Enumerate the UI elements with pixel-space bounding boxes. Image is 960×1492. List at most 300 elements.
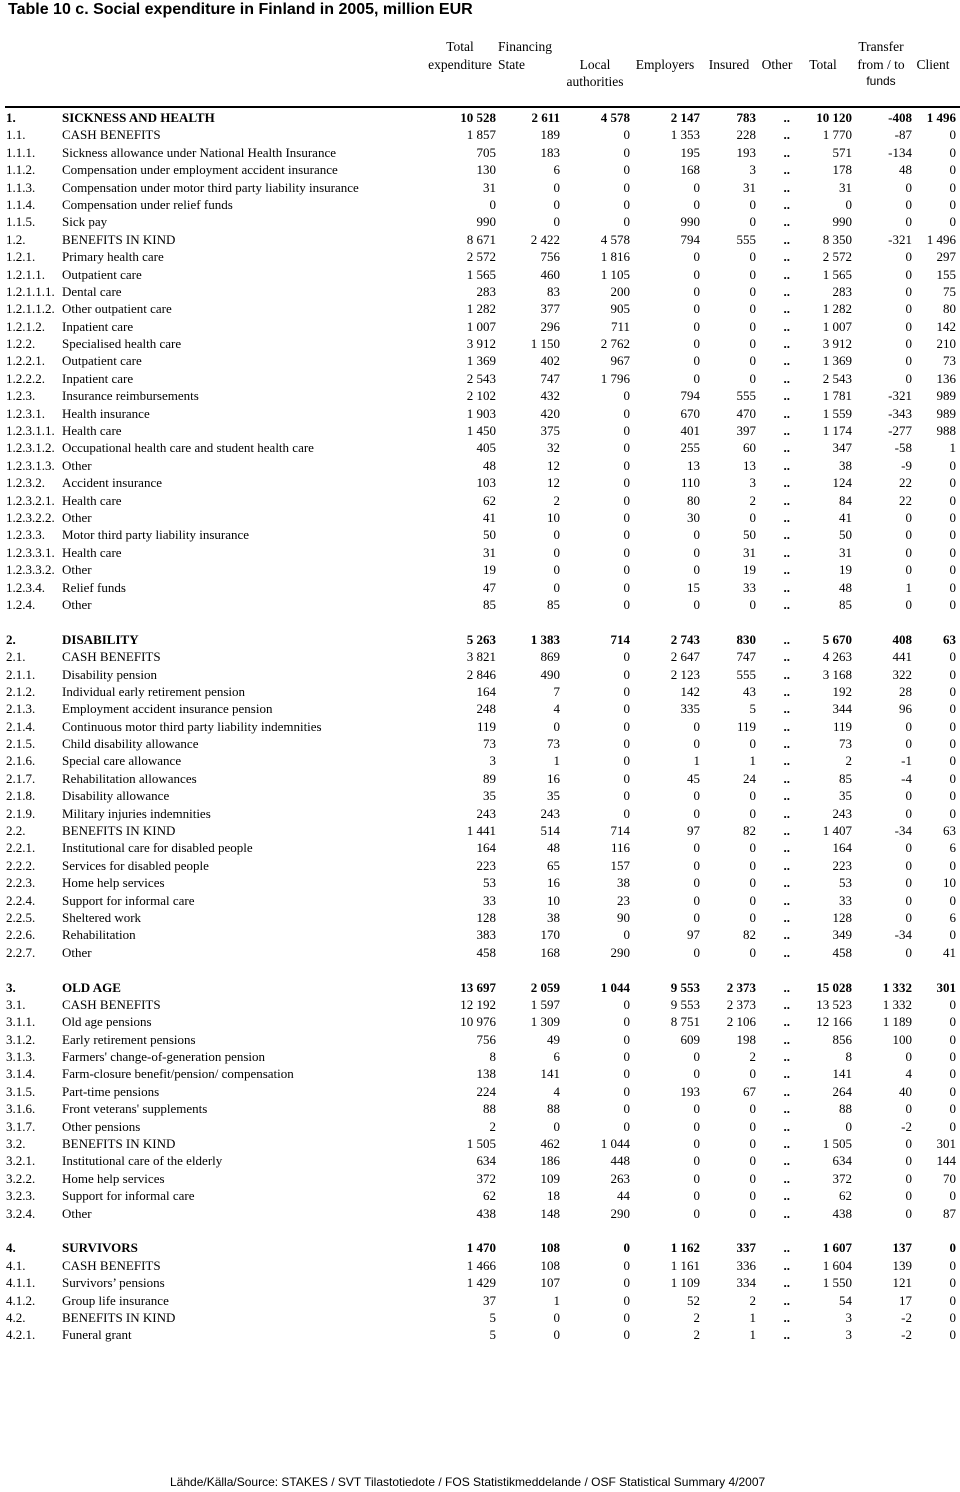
cell-other: .. [783, 475, 790, 491]
cell-insured: 1 [749, 1309, 756, 1325]
cell-other: .. [783, 214, 790, 230]
cell-other: .. [783, 579, 790, 595]
table-row [0, 1274, 960, 1291]
table-row [0, 718, 960, 735]
cell-state: 0 [553, 179, 560, 195]
cell-other: .. [783, 1257, 790, 1273]
cell-local-authorities: 0 [623, 1309, 630, 1325]
row-label: Farmers' change-of-generation pension [62, 1049, 266, 1065]
table-row [0, 1170, 960, 1187]
row-code: 3.1.7. [6, 1118, 36, 1134]
cell-other: .. [783, 1275, 790, 1291]
cell-local-authorities: 2 762 [600, 336, 630, 352]
cell-insured: 0 [749, 266, 756, 282]
table-row [0, 474, 960, 491]
table-row [0, 387, 960, 404]
row-code: 1.2.1. [6, 249, 36, 265]
cell-local-authorities: 4 578 [600, 110, 630, 125]
cell-total: 41 [839, 509, 852, 525]
cell-insured: 0 [749, 336, 756, 352]
row-code: 4. [6, 1240, 16, 1256]
cell-state: 0 [553, 1327, 560, 1343]
cell-local-authorities: 157 [610, 857, 630, 873]
cell-local-authorities: 116 [610, 840, 630, 856]
cell-total: 15 028 [816, 979, 852, 995]
cell-employers: 0 [693, 1205, 700, 1221]
cell-other: .. [783, 144, 790, 160]
row-label: Outpatient care [62, 266, 142, 282]
cell-transfer: -9 [901, 457, 912, 473]
cell-insured: 0 [749, 214, 756, 230]
cell-transfer: -4 [901, 770, 912, 786]
table-row [0, 822, 960, 839]
cell-total-expenditure: 37 [483, 1292, 496, 1308]
cell-employers: 45 [687, 770, 700, 786]
cell-total-expenditure: 119 [476, 718, 496, 734]
cell-insured: 119 [736, 718, 756, 734]
table-row [0, 318, 960, 335]
row-label: Child disability allowance [62, 736, 199, 752]
cell-local-authorities: 0 [623, 1240, 630, 1256]
cell-local-authorities: 0 [623, 544, 630, 560]
row-label: Institutional care for disabled people [62, 840, 253, 856]
row-label: Part-time pensions [62, 1083, 160, 1099]
table-row [0, 1135, 960, 1152]
cell-other: .. [783, 1049, 790, 1065]
cell-local-authorities: 0 [623, 649, 630, 665]
table-row [0, 1309, 960, 1326]
cell-employers: 1 109 [670, 1275, 700, 1291]
cell-local-authorities: 0 [623, 440, 630, 456]
row-label: Dental care [62, 283, 122, 299]
cell-state: 18 [547, 1188, 560, 1204]
cell-employers: 0 [693, 544, 700, 560]
cell-state: 514 [540, 823, 560, 839]
cell-employers: 2 147 [670, 110, 700, 125]
cell-transfer: 22 [899, 475, 912, 491]
row-code: 4.1. [6, 1257, 26, 1273]
cell-total-expenditure: 2 102 [466, 388, 496, 404]
row-label: Home help services [62, 875, 165, 891]
row-label: Compensation under relief funds [62, 196, 233, 212]
cell-total-expenditure: 1 007 [466, 318, 496, 334]
row-label: Continuous motor third party liability indemnities [62, 718, 322, 734]
cell-local-authorities: 0 [623, 788, 630, 804]
cell-transfer: 0 [905, 527, 912, 543]
cell-total: 3 [845, 1327, 852, 1343]
cell-total: 3 [845, 1309, 852, 1325]
cell-client: 0 [949, 701, 956, 717]
cell-transfer: -2 [901, 1118, 912, 1134]
cell-employers: 0 [693, 249, 700, 265]
row-code: 1.2.1.1. [6, 266, 45, 282]
cell-state: 7 [553, 683, 560, 699]
row-code: 1.2.3.2.1. [6, 492, 55, 508]
cell-total-expenditure: 5 [489, 1309, 496, 1325]
table-row [0, 1083, 960, 1100]
cell-insured: 555 [736, 388, 756, 404]
row-label: CASH BENEFITS [62, 127, 161, 143]
cell-local-authorities: 290 [610, 944, 630, 960]
cell-insured: 0 [749, 875, 756, 891]
cell-total-expenditure: 138 [476, 1066, 496, 1082]
cell-state: 65 [547, 857, 560, 873]
row-code: 1.1.4. [6, 196, 36, 212]
cell-state: 462 [540, 1136, 560, 1152]
cell-total: 1 770 [822, 127, 852, 143]
cell-total: 19 [839, 562, 852, 578]
row-label: Occupational health care and student health care [62, 440, 314, 456]
cell-total: 1 550 [822, 1275, 852, 1291]
cell-total-expenditure: 705 [476, 144, 496, 160]
table-row [0, 735, 960, 752]
cell-state: 0 [553, 544, 560, 560]
cell-state: 168 [540, 944, 560, 960]
row-code: 2.1.8. [6, 788, 36, 804]
table-row [0, 179, 960, 196]
cell-state: 2 611 [531, 110, 560, 125]
cell-total-expenditure: 372 [476, 1170, 496, 1186]
cell-total: 347 [832, 440, 852, 456]
row-label: CASH BENEFITS [62, 1257, 161, 1273]
cell-total-expenditure: 223 [476, 857, 496, 873]
cell-employers: 401 [680, 423, 700, 439]
cell-transfer: -34 [894, 823, 912, 839]
cell-local-authorities: 4 578 [600, 231, 630, 247]
cell-total-expenditure: 1 903 [466, 405, 496, 421]
cell-insured: 783 [736, 110, 756, 125]
row-label: Other [62, 562, 92, 578]
cell-local-authorities: 0 [623, 579, 630, 595]
cell-other: .. [783, 1153, 790, 1169]
cell-other: .. [783, 110, 790, 125]
cell-insured: 0 [749, 857, 756, 873]
row-code: 1.2.2.1. [6, 353, 45, 369]
cell-total: 31 [839, 179, 852, 195]
cell-other: .. [783, 388, 790, 404]
cell-total: 2 572 [822, 249, 852, 265]
cell-client: 1 [949, 440, 956, 456]
cell-total-expenditure: 53 [483, 875, 496, 891]
cell-other: .. [783, 1083, 790, 1099]
cell-total: 1 604 [822, 1257, 852, 1273]
source-note: Lähde/Källa/Source: STAKES / SVT Tilastotiedote / FOS Statistikmeddelande / OSF Statistical Summary 4/2007 [170, 1475, 766, 1489]
cell-insured: 0 [749, 1101, 756, 1117]
cell-insured: 2 [749, 492, 756, 508]
table-row [0, 944, 960, 961]
cell-other: .. [783, 370, 790, 386]
cell-client: 6 [949, 909, 956, 925]
cell-client: 73 [943, 353, 956, 369]
cell-insured: 228 [736, 127, 756, 143]
row-code: 1.2.3.2.2. [6, 509, 55, 525]
row-code: 2.2.4. [6, 892, 36, 908]
cell-transfer: -58 [894, 440, 912, 456]
table-row [0, 666, 960, 683]
row-code: 1.2.3.1.3. [6, 457, 55, 473]
table-row [0, 1013, 960, 1030]
cell-total-expenditure: 103 [476, 475, 496, 491]
row-code: 2.1.6. [6, 753, 36, 769]
cell-transfer: -321 [888, 388, 912, 404]
cell-total-expenditure: 88 [483, 1101, 496, 1117]
cell-total-expenditure: 48 [483, 457, 496, 473]
cell-transfer: 0 [905, 1101, 912, 1117]
cell-total: 192 [832, 683, 852, 699]
cell-transfer: 0 [905, 544, 912, 560]
row-label: Compensation under motor third party liability insurance [62, 179, 359, 195]
cell-transfer: 100 [892, 1031, 912, 1047]
header-insured: Insured [708, 56, 750, 72]
cell-other: .. [783, 127, 790, 143]
cell-employers: 0 [693, 353, 700, 369]
row-code: 3.1.5. [6, 1083, 36, 1099]
cell-local-authorities: 0 [623, 927, 630, 943]
cell-employers: 0 [693, 266, 700, 282]
row-label: Accident insurance [62, 475, 162, 491]
cell-client: 1 496 [926, 231, 956, 247]
cell-employers: 30 [687, 509, 700, 525]
cell-total-expenditure: 62 [483, 1188, 496, 1204]
row-code: 3.1. [6, 996, 26, 1012]
cell-total: 13 523 [816, 996, 852, 1012]
cell-other: .. [783, 718, 790, 734]
cell-total: 54 [839, 1292, 852, 1308]
cell-total-expenditure: 35 [483, 788, 496, 804]
row-code: 1. [6, 110, 16, 125]
cell-insured: 0 [749, 736, 756, 752]
cell-other: .. [783, 788, 790, 804]
cell-client: 136 [936, 370, 956, 386]
cell-insured: 0 [749, 1136, 756, 1152]
row-code: 4.2.1. [6, 1327, 36, 1343]
cell-local-authorities: 0 [623, 1049, 630, 1065]
cell-employers: 0 [693, 1136, 700, 1152]
cell-other: .. [783, 492, 790, 508]
cell-employers: 80 [687, 492, 700, 508]
cell-local-authorities: 0 [623, 596, 630, 612]
cell-insured: 5 [749, 701, 756, 717]
cell-state: 83 [547, 283, 560, 299]
cell-state: 6 [553, 162, 560, 178]
row-code: 3.2.2. [6, 1170, 36, 1186]
table-row [0, 248, 960, 265]
row-code: 1.2. [6, 231, 26, 247]
cell-employers: 335 [680, 701, 700, 717]
cell-state: 0 [553, 562, 560, 578]
cell-employers: 0 [693, 944, 700, 960]
cell-total-expenditure: 19 [483, 562, 496, 578]
cell-transfer: 0 [905, 266, 912, 282]
table-row [0, 1118, 960, 1135]
cell-employers: 0 [693, 1118, 700, 1134]
table-row [0, 1205, 960, 1222]
cell-local-authorities: 1 105 [600, 266, 630, 282]
cell-total-expenditure: 0 [489, 196, 496, 212]
table-row [0, 561, 960, 578]
cell-insured: 334 [736, 1275, 756, 1291]
cell-total: 458 [832, 944, 852, 960]
cell-other: .. [783, 1170, 790, 1186]
table-row [0, 1257, 960, 1274]
cell-client: 63 [943, 631, 956, 647]
cell-total: 3 912 [822, 336, 852, 352]
table-row [0, 892, 960, 909]
cell-total-expenditure: 756 [476, 1031, 496, 1047]
cell-local-authorities: 0 [623, 127, 630, 143]
cell-client: 210 [936, 336, 956, 352]
row-label: Disability pension [62, 666, 157, 682]
row-code: 1.1.5. [6, 214, 36, 230]
table-row [0, 683, 960, 700]
cell-total-expenditure: 41 [483, 509, 496, 525]
cell-total: 3 168 [822, 666, 852, 682]
spacer-row [0, 613, 960, 630]
cell-state: 4 [553, 1083, 560, 1099]
cell-other: .. [783, 457, 790, 473]
row-code: 1.2.4. [6, 596, 36, 612]
cell-total-expenditure: 1 450 [466, 423, 496, 439]
cell-local-authorities: 0 [623, 527, 630, 543]
cell-transfer: 121 [892, 1275, 912, 1291]
cell-local-authorities: 967 [610, 353, 630, 369]
cell-total: 88 [839, 1101, 852, 1117]
cell-other: .. [783, 857, 790, 873]
cell-transfer: 40 [899, 1083, 912, 1099]
table-row [0, 283, 960, 300]
cell-insured: 0 [749, 596, 756, 612]
cell-total: 12 166 [816, 1014, 852, 1030]
cell-total: 85 [839, 770, 852, 786]
cell-insured: 82 [743, 823, 756, 839]
cell-local-authorities: 44 [617, 1188, 630, 1204]
row-label: Early retirement pensions [62, 1031, 196, 1047]
table-row [0, 457, 960, 474]
cell-state: 189 [540, 127, 560, 143]
cell-transfer: 0 [905, 944, 912, 960]
cell-transfer: -343 [888, 405, 912, 421]
cell-insured: 19 [743, 562, 756, 578]
cell-client: 1 496 [926, 110, 956, 125]
cell-employers: 609 [680, 1031, 700, 1047]
cell-transfer: 408 [892, 631, 912, 647]
row-code: 1.2.3.3.2. [6, 562, 55, 578]
cell-total-expenditure: 3 821 [466, 649, 496, 665]
cell-insured: 2 373 [726, 996, 756, 1012]
cell-employers: 794 [680, 388, 700, 404]
cell-state: 375 [540, 423, 560, 439]
cell-employers: 0 [693, 1188, 700, 1204]
cell-total: 990 [832, 214, 852, 230]
cell-other: .. [783, 1066, 790, 1082]
table-row [0, 926, 960, 943]
cell-state: 35 [547, 788, 560, 804]
table-row [0, 144, 960, 161]
row-code: 2.2.5. [6, 909, 36, 925]
cell-other: .. [783, 1014, 790, 1030]
row-label: Primary health care [62, 249, 164, 265]
cell-insured: 555 [736, 666, 756, 682]
row-label: Specialised health care [62, 336, 182, 352]
cell-local-authorities: 448 [610, 1153, 630, 1169]
table-row [0, 787, 960, 804]
cell-local-authorities: 290 [610, 1205, 630, 1221]
cell-total-expenditure: 73 [483, 736, 496, 752]
cell-state: 243 [540, 805, 560, 821]
cell-state: 170 [540, 927, 560, 943]
cell-transfer: -321 [888, 231, 912, 247]
cell-employers: 0 [693, 892, 700, 908]
cell-total: 634 [832, 1153, 852, 1169]
table-row [0, 231, 960, 248]
cell-employers: 52 [687, 1292, 700, 1308]
row-label: BENEFITS IN KIND [62, 823, 176, 839]
cell-client: 0 [949, 144, 956, 160]
table-row [0, 1065, 960, 1082]
cell-total: 53 [839, 875, 852, 891]
row-code: 2.2.2. [6, 857, 36, 873]
row-code: 2.2. [6, 823, 26, 839]
cell-transfer: -134 [888, 144, 912, 160]
cell-state: 1 [553, 1292, 560, 1308]
cell-client: 989 [936, 388, 956, 404]
table-row [0, 874, 960, 891]
cell-total-expenditure: 283 [476, 283, 496, 299]
cell-insured: 193 [736, 144, 756, 160]
cell-total-expenditure: 62 [483, 492, 496, 508]
header-transfer: Transfer from / to funds [857, 39, 905, 88]
row-label: Survivors’ pensions [62, 1275, 165, 1291]
cell-local-authorities: 0 [623, 736, 630, 752]
cell-transfer: 22 [899, 492, 912, 508]
row-label: Other [62, 457, 92, 473]
cell-total: 84 [839, 492, 852, 508]
row-label: SICKNESS AND HEALTH [62, 110, 215, 125]
table-row [0, 109, 960, 126]
cell-client: 0 [949, 736, 956, 752]
cell-state: 85 [547, 596, 560, 612]
cell-total-expenditure: 1 441 [466, 823, 496, 839]
cell-total-expenditure: 47 [483, 579, 496, 595]
cell-local-authorities: 0 [623, 509, 630, 525]
row-code: 3.2.4. [6, 1205, 36, 1221]
table-row [0, 509, 960, 526]
cell-insured: 43 [743, 683, 756, 699]
cell-total: 8 350 [822, 231, 852, 247]
cell-total-expenditure: 634 [476, 1153, 496, 1169]
cell-total: 243 [832, 805, 852, 821]
cell-state: 38 [547, 909, 560, 925]
cell-employers: 8 751 [670, 1014, 700, 1030]
cell-total: 1 565 [822, 266, 852, 282]
cell-client: 144 [936, 1153, 956, 1169]
cell-total: 1 369 [822, 353, 852, 369]
cell-local-authorities: 0 [623, 1327, 630, 1343]
cell-employers: 97 [687, 823, 700, 839]
cell-insured: 0 [749, 892, 756, 908]
cell-insured: 67 [743, 1083, 756, 1099]
cell-total: 141 [832, 1066, 852, 1082]
cell-client: 0 [949, 527, 956, 543]
cell-total: 50 [839, 527, 852, 543]
row-label: Sick pay [62, 214, 108, 230]
row-code: 3.1.1. [6, 1014, 36, 1030]
cell-local-authorities: 0 [623, 1066, 630, 1082]
row-code: 1.1.2. [6, 162, 36, 178]
table-row [0, 1292, 960, 1309]
cell-total-expenditure: 1 282 [466, 301, 496, 317]
cell-employers: 2 [693, 1309, 700, 1325]
